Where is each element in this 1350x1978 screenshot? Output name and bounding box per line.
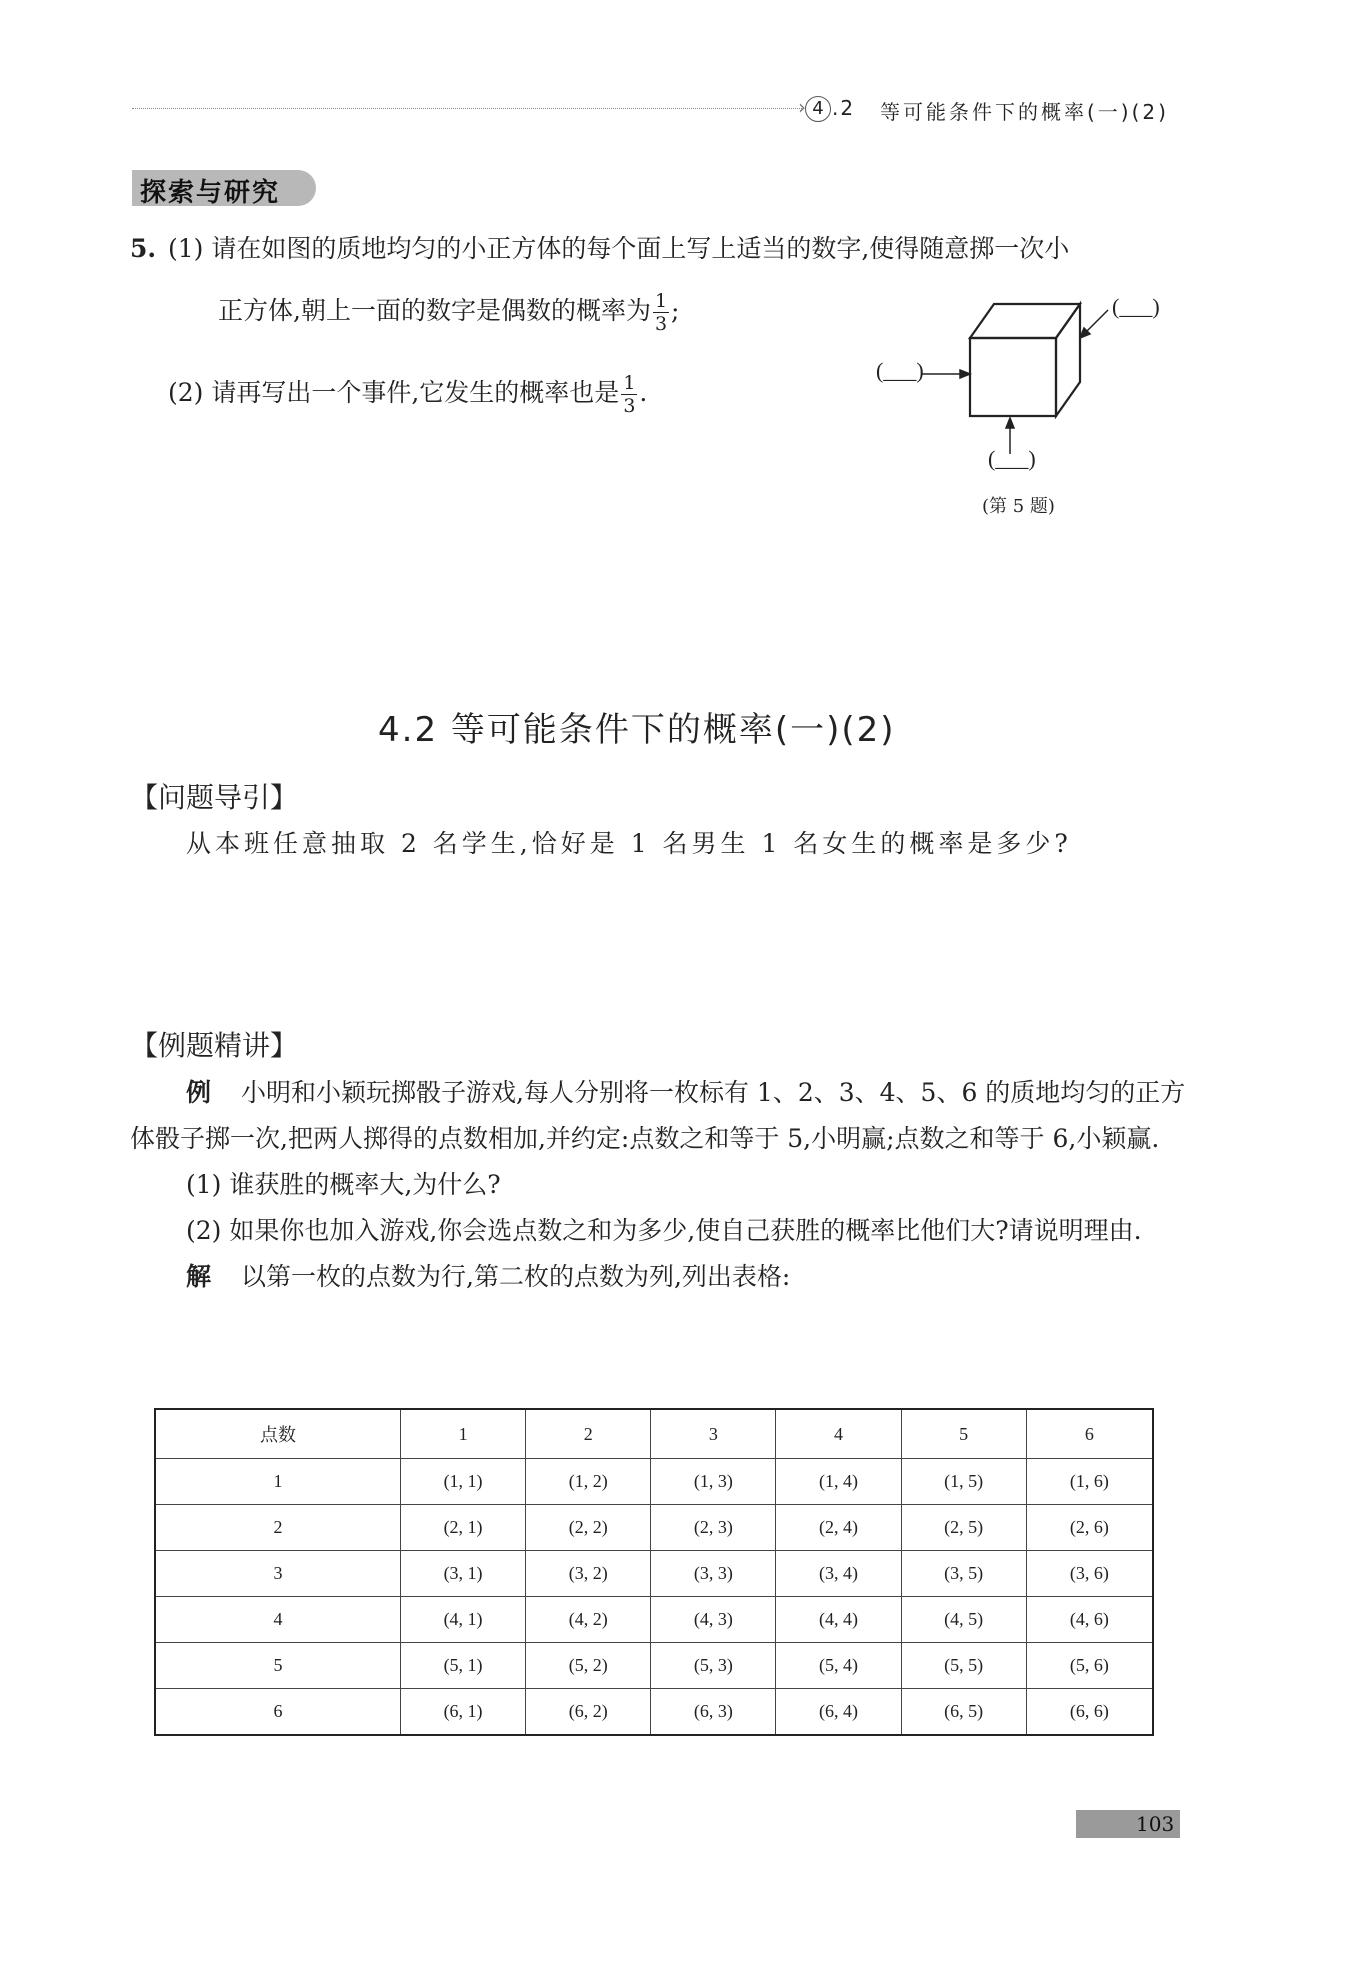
table-cell: (4, 1) xyxy=(401,1597,526,1643)
table-cell: (4, 5) xyxy=(901,1597,1026,1643)
fraction-numerator: 1 xyxy=(654,290,668,312)
table-cell: 4 xyxy=(155,1597,401,1643)
solution-keyword: 解 xyxy=(186,1262,212,1291)
table-cell: (1, 2) xyxy=(526,1459,651,1505)
table-header-cell: 4 xyxy=(776,1409,901,1459)
table-header-cell: 3 xyxy=(651,1409,776,1459)
table-row xyxy=(155,1689,1153,1736)
question-number: 5. xyxy=(130,234,157,263)
table-cell: (6, 3) xyxy=(651,1689,776,1736)
example-statement xyxy=(130,1070,1190,1162)
table-cell: 6 xyxy=(155,1689,401,1736)
table-cell: (3, 5) xyxy=(901,1551,1026,1597)
table-cell: (2, 2) xyxy=(526,1505,651,1551)
cube-side-face xyxy=(1056,304,1080,416)
cube-front-face xyxy=(970,338,1056,416)
table-cell: (4, 4) xyxy=(776,1597,901,1643)
fraction-denominator: 3 xyxy=(623,395,636,417)
cube-blank-bottom: (___) xyxy=(988,446,1036,471)
table-cell: (1, 5) xyxy=(901,1459,1026,1505)
intro-heading: 【问题导引】 xyxy=(130,781,299,814)
table-header-cell: 5 xyxy=(901,1409,1026,1459)
table-cell: (6, 2) xyxy=(526,1689,651,1736)
example-question-1: (1) 谁获胜的概率大,为什么? xyxy=(186,1170,501,1199)
example-solution xyxy=(130,1254,1190,1300)
example-keyword: 例 xyxy=(186,1078,212,1107)
punctuation: ; xyxy=(671,296,680,325)
table-cell: (5, 6) xyxy=(1026,1643,1153,1689)
header-chapter-circle xyxy=(805,96,831,122)
example-question-2: (2) 如果你也加入游戏,你会选点数之和为多少,使自己获胜的概率比他们大?请说明理由. xyxy=(186,1216,1142,1245)
table-cell: (1, 4) xyxy=(776,1459,901,1505)
table-cell: (2, 4) xyxy=(776,1505,901,1551)
question5-part1-text: 正方体,朝上一面的数字是偶数的概率为 xyxy=(218,296,651,325)
fraction-numerator: 1 xyxy=(623,372,636,394)
table-cell: (3, 2) xyxy=(526,1551,651,1597)
question5-part1-line1: (1) 请在如图的质地均匀的小正方体的每个面上写上适当的数字,使得随意掷一次小 xyxy=(168,234,1070,263)
table-cell: (5, 1) xyxy=(401,1643,526,1689)
table-cell: 3 xyxy=(155,1551,401,1597)
cube-top-face xyxy=(970,304,1080,338)
section-title: 4.2 等可能条件下的概率(一)(2) xyxy=(378,710,896,750)
question5-part2 xyxy=(168,372,647,417)
dice-outcome-table xyxy=(154,1408,1154,1736)
table-cell: (4, 3) xyxy=(651,1597,776,1643)
header-chapter-digit: 4 xyxy=(812,98,824,119)
table-cell: (6, 1) xyxy=(401,1689,526,1736)
table-cell: 2 xyxy=(155,1505,401,1551)
explore-label: 探索与研究 xyxy=(140,178,281,208)
table-header-cell: 1 xyxy=(401,1409,526,1459)
table-cell: (5, 3) xyxy=(651,1643,776,1689)
table-cell: (2, 5) xyxy=(901,1505,1026,1551)
table-cell: (6, 6) xyxy=(1026,1689,1153,1736)
cube-blank-left: (___) xyxy=(876,358,924,383)
intro-text: 从本班任意抽取 2 名学生,恰好是 1 名男生 1 名女生的概率是多少? xyxy=(186,829,1072,858)
figure-caption: (第 5 题) xyxy=(982,496,1055,517)
table-cell: 1 xyxy=(155,1459,401,1505)
table-cell: (3, 6) xyxy=(1026,1551,1153,1597)
table-header-cell: 2 xyxy=(526,1409,651,1459)
table-cell: (3, 1) xyxy=(401,1551,526,1597)
table-cell: 5 xyxy=(155,1643,401,1689)
header-arrow-icon: › xyxy=(798,95,806,119)
table-cell: (2, 1) xyxy=(401,1505,526,1551)
table-cell: (5, 2) xyxy=(526,1643,651,1689)
table-row xyxy=(155,1459,1153,1505)
arrowhead-icon xyxy=(960,370,970,378)
header-title: 等可能条件下的概率(一)(2) xyxy=(880,100,1169,124)
table-header-row xyxy=(155,1409,1153,1459)
table-cell: (1, 1) xyxy=(401,1459,526,1505)
example-text: 小明和小颖玩掷骰子游戏,每人分别将一枚标有 1、2、3、4、5、6 的质地均匀的正方体骰子掷一次,把两人掷得的点数相加,并约定:点数之和等于 5,小明赢;点数之和等于 6,小颖赢. xyxy=(130,1078,1186,1153)
example-heading: 【例题精讲】 xyxy=(130,1029,299,1062)
table-cell: (4, 2) xyxy=(526,1597,651,1643)
table-cell: (5, 5) xyxy=(901,1643,1026,1689)
table-cell: (6, 4) xyxy=(776,1689,901,1736)
cube-blank-right: (___) xyxy=(1112,294,1160,319)
page-number: 103 xyxy=(1136,1812,1175,1836)
question5-part1-line2 xyxy=(218,290,679,335)
header-rule xyxy=(132,108,802,109)
table-cell: (3, 3) xyxy=(651,1551,776,1597)
header-section-number: .2 xyxy=(832,96,856,120)
punctuation: . xyxy=(639,378,648,407)
table-row xyxy=(155,1643,1153,1689)
fraction-denominator: 3 xyxy=(654,313,668,335)
arrowhead-icon xyxy=(1006,418,1014,428)
table-cell: (4, 6) xyxy=(1026,1597,1153,1643)
table-row xyxy=(155,1597,1153,1643)
table-cell: (2, 6) xyxy=(1026,1505,1153,1551)
example-body xyxy=(130,1070,1190,1300)
table-cell: (6, 5) xyxy=(901,1689,1026,1736)
fraction-one-third xyxy=(653,290,669,335)
table-row xyxy=(155,1551,1153,1597)
question5-part2-text: (2) 请再写出一个事件,它发生的概率也是 xyxy=(168,378,620,407)
table-cell: (1, 6) xyxy=(1026,1459,1153,1505)
table-cell: (2, 3) xyxy=(651,1505,776,1551)
fraction-one-third xyxy=(621,372,637,417)
table-header-cell: 点数 xyxy=(155,1409,401,1459)
table-cell: (3, 4) xyxy=(776,1551,901,1597)
solution-text: 以第一枚的点数为行,第二枚的点数为列,列出表格: xyxy=(241,1262,791,1291)
table-header-cell: 6 xyxy=(1026,1409,1153,1459)
table-cell: (1, 3) xyxy=(651,1459,776,1505)
table-row xyxy=(155,1505,1153,1551)
table-cell: (5, 4) xyxy=(776,1643,901,1689)
